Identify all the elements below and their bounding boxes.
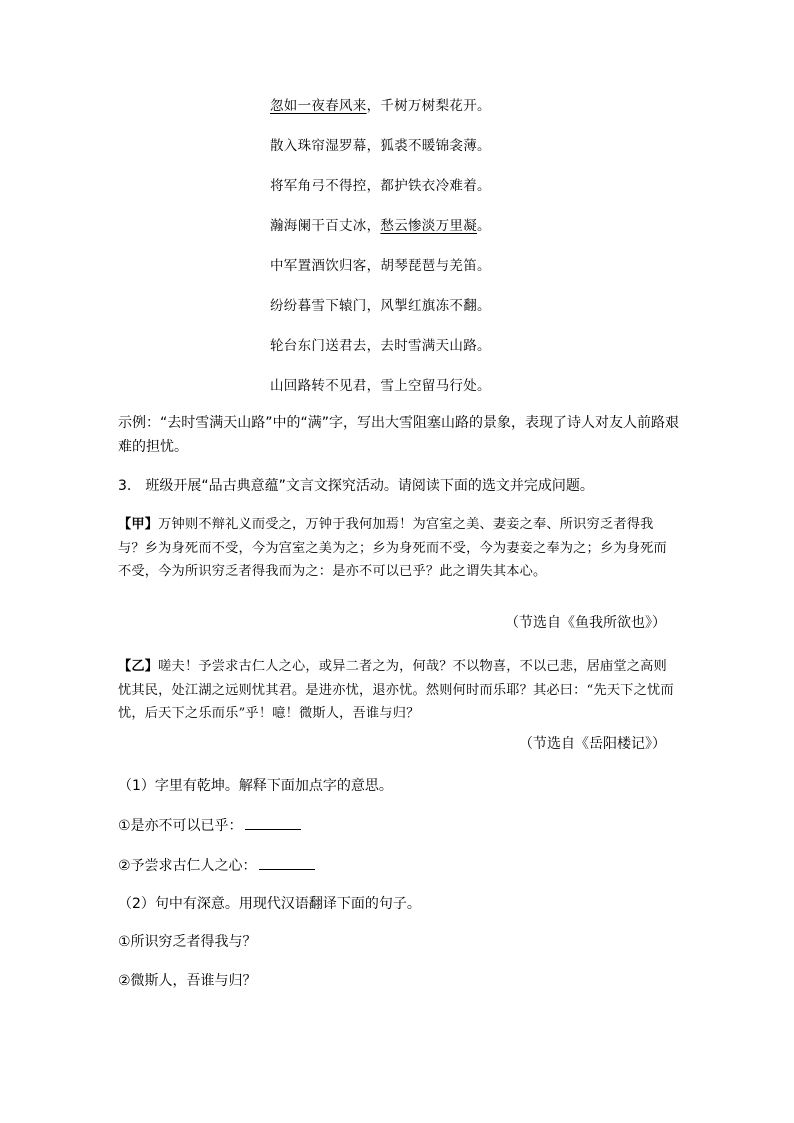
subquestion-1-item-1 (118, 815, 301, 837)
source-jia: （节选自《鱼我所欲也》） (505, 615, 666, 631)
poem-line-underlined-part: 忽如一夜春风来 (270, 98, 367, 114)
passage-jia-text: 万钟则不辩礼义而受之，万钟于我何加焉！为宫室之美、妻妾之奉、所识穷乏者得我与？乡为身死而不受，今为宫室之美为之；乡为身死而不受，今为妻妾之奉为之；乡为身死而不受，今为所识穷乏者得我而为之：是亦不可以已乎？此之谓失其本心。 (118, 517, 667, 579)
subquestion-2-item-2: ②微斯人，吾谁与归？ (118, 973, 257, 989)
poem-line (270, 376, 570, 416)
poem-line-part: 纷纷暮雪下辕门 (270, 298, 367, 314)
poem-line (270, 296, 570, 336)
poem-line (270, 256, 570, 296)
poem-line-part: ，去时雪满天山路。 (366, 338, 491, 354)
passage-yi-text: 嗟夫！予尝求古仁人之心，或异二者之为，何哉？不以物喜，不以己悲，居庙堂之高则忧其民，处江湖之远则忧其君。是进亦忧，退亦忧。然则何时而乐耶？其必曰：“先天下之忧而忧，后天下之乐而乐”乎！噫！微斯人，吾谁与归？ (118, 659, 674, 721)
answer-blank[interactable] (245, 815, 301, 830)
sample-answer: 示例：“去时雪满天山路”中的“满”字，写出大雪阻塞山路的景象，表现了诗人对友人前路艰难的担忧。 (118, 415, 680, 455)
poem-line-underlined-part: 愁云惨淡万里凝 (380, 218, 478, 234)
poem-line-part: ，风掣红旗冻不翻。 (366, 298, 491, 314)
poem-line (270, 176, 570, 216)
poem-line (270, 216, 570, 256)
passage-yi-tag: 【乙】 (118, 659, 159, 674)
poem-line-part: ，千树万树梨花开。 (366, 98, 491, 114)
poem-line-part: 中军置酒饮归客 (270, 258, 367, 274)
poem-line-part: 瀚海阑干百丈冰， (270, 218, 381, 234)
poem-line-part: 轮台东门送君去 (270, 338, 367, 354)
subquestion-2-item-1: ①所识穷乏者得我与？ (118, 934, 257, 950)
poem-line-part: ，胡琴琵琶与羌笛。 (366, 258, 491, 274)
poem (270, 96, 570, 416)
poem-line-part: 将军角弓不得控 (270, 178, 367, 194)
poem-line (270, 96, 570, 136)
poem-line-part: ，都护铁衣冷难着。 (366, 178, 491, 194)
poem-line-part: ，雪上空留马行处。 (366, 378, 491, 394)
poem-line-part: ，狐裘不暖锦衾薄。 (366, 138, 491, 154)
subquestion-2-title: （2）句中有深意。用现代汉语翻译下面的句子。 (118, 896, 421, 912)
passage-yi (118, 655, 676, 726)
question-3-prompt: 3. 班级开展“品古典意蕴”文言文探究活动。请阅读下面的选文并完成问题。 (118, 478, 594, 494)
source-yi: （节选自《岳阳楼记》） (519, 736, 666, 752)
poem-line (270, 136, 570, 176)
subquestion-1-item-2 (118, 855, 315, 877)
subquestion-1-title: （1）字里有乾坤。解释下面加点字的意思。 (118, 778, 393, 794)
poem-line-part: 散入珠帘湿罗幕 (270, 138, 367, 154)
poem-line-part: 山回路转不见君 (270, 378, 367, 394)
item-label: ②予尝求古仁人之心： (118, 858, 257, 874)
poem-line-part: 。 (477, 218, 491, 234)
passage-jia-tag: 【甲】 (118, 517, 159, 532)
item-label: ①是亦不可以已乎： (118, 818, 243, 834)
passage-jia (118, 513, 676, 584)
poem-line (270, 336, 570, 376)
answer-blank[interactable] (259, 855, 315, 870)
